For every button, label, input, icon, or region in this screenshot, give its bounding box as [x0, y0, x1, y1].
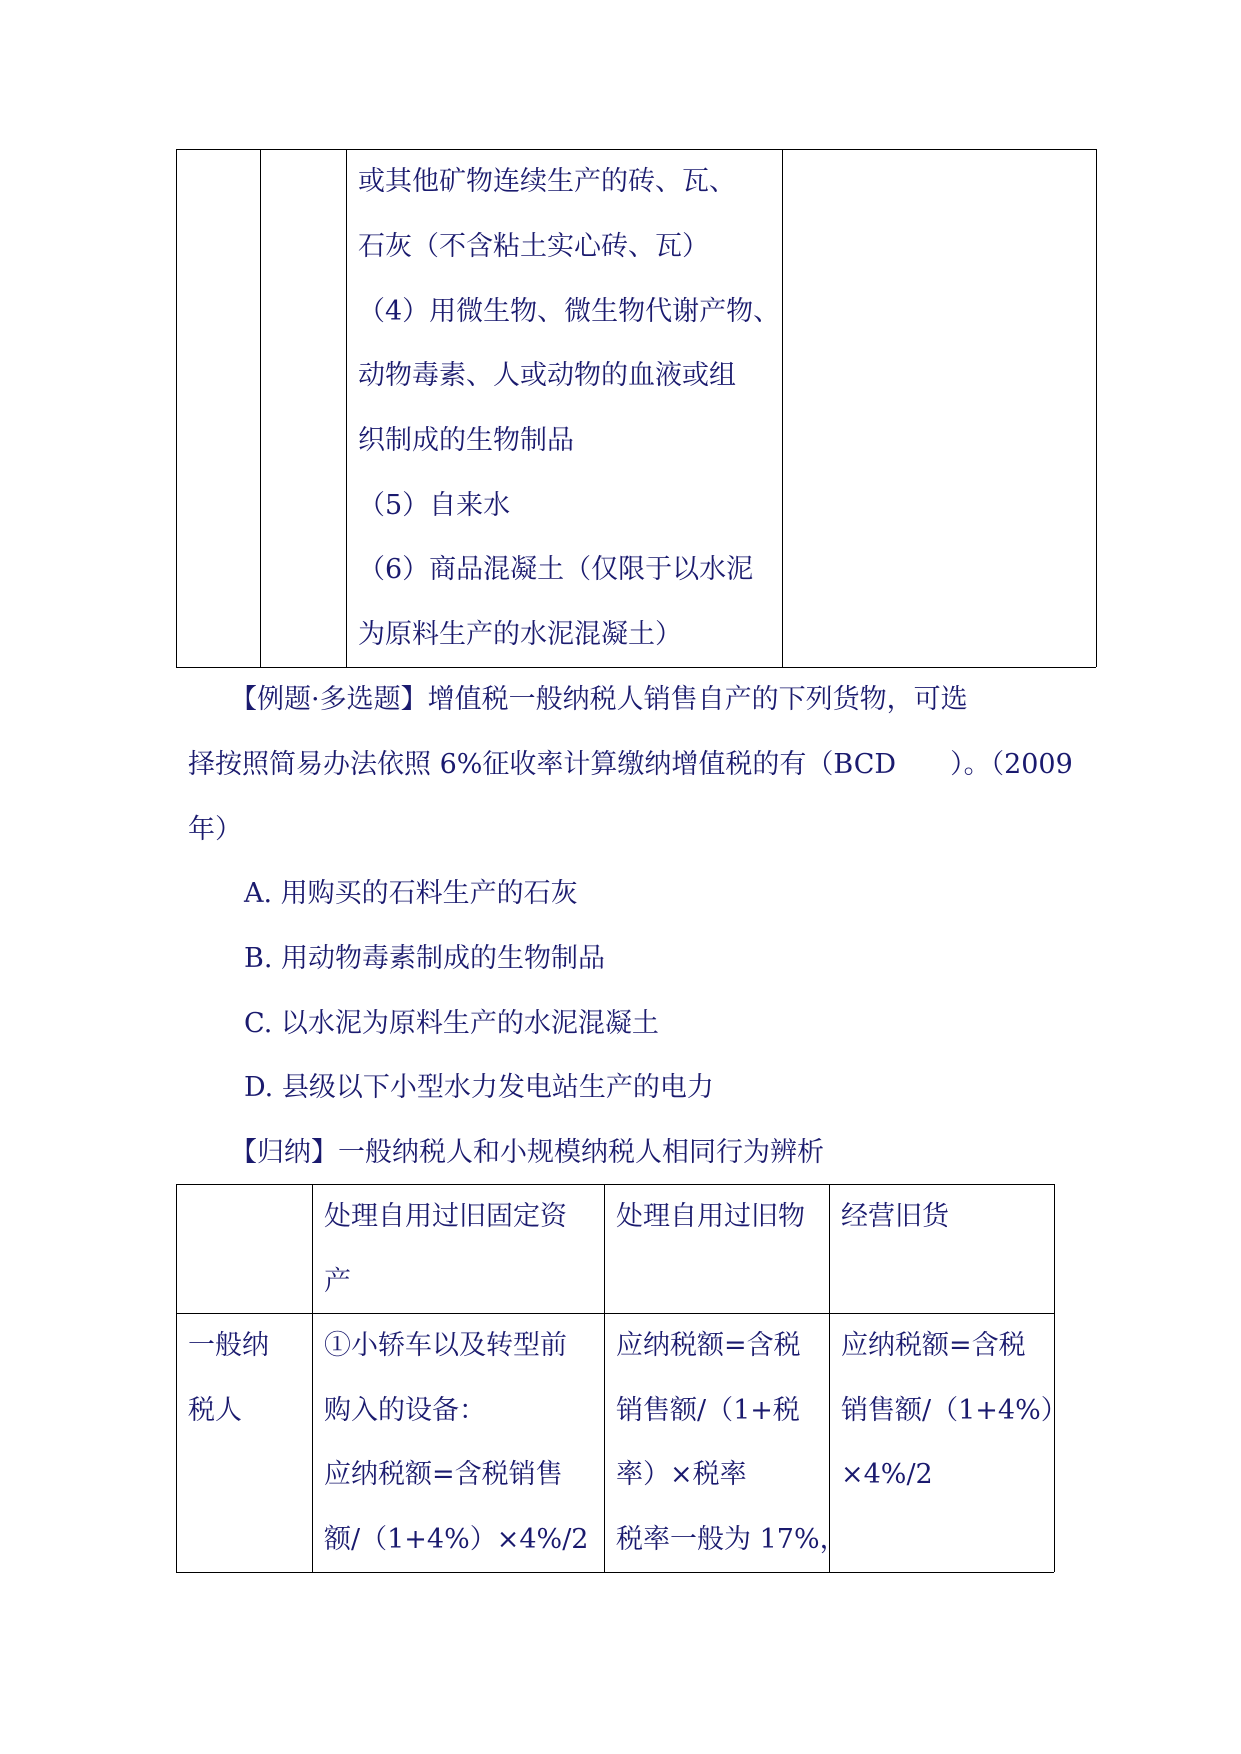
table-border-top [176, 1184, 1054, 1185]
cell-fixed-assets: 购入的设备： [324, 1395, 486, 1426]
table-row-divider [176, 1313, 1054, 1314]
table-border-top [176, 149, 1096, 150]
table-border-right [1096, 149, 1097, 667]
cell-used-goods: 税率一般为 17%， [616, 1524, 847, 1555]
table-col-divider [604, 1184, 605, 1572]
table-text-line: 织制成的生物制品 [358, 425, 574, 456]
table-text-line: 为原料生产的水泥混凝土） [358, 619, 682, 650]
header-used-goods: 处理自用过旧物 [616, 1201, 805, 1232]
option-c: C. 以水泥为原料生产的水泥混凝土 [244, 1008, 659, 1039]
question-stem: 年） [188, 814, 242, 845]
table-col-divider [260, 149, 261, 667]
row-label: 税人 [188, 1395, 242, 1426]
cell-fixed-assets: 额/（1+4%）×4%/2 [324, 1524, 589, 1555]
table-border-bottom [176, 667, 1096, 668]
cell-second-hand: ×4%/2 [841, 1459, 933, 1490]
question-stem: 择按照简易办法依照 6%征收率计算缴纳增值税的有（BCD ）。（2009 [188, 749, 1073, 780]
table-col-divider [346, 149, 347, 667]
table-border-right [1054, 1184, 1055, 1572]
cell-second-hand: 销售额/（1+4%） [841, 1395, 1068, 1426]
header-fixed-assets: 处理自用过旧固定资 [324, 1201, 567, 1232]
table-border-bottom [176, 1572, 1054, 1573]
cell-second-hand: 应纳税额=含税 [841, 1330, 1026, 1361]
table-text-line: （4）用微生物、微生物代谢产物、 [358, 296, 781, 327]
table-text-line: （5）自来水 [358, 490, 511, 521]
option-a: A. 用购买的石料生产的石灰 [244, 878, 578, 909]
table-text-line: 动物毒素、人或动物的血液或组 [358, 360, 736, 391]
header-fixed-assets: 产 [324, 1266, 351, 1297]
table-text-line: 石灰（不含粘土实心砖、瓦） [358, 231, 709, 262]
question-stem: 【例题·多选题】增值税一般纳税人销售自产的下列货物，可选 [230, 684, 968, 715]
table-col-divider [782, 149, 783, 667]
option-b: B. 用动物毒素制成的生物制品 [244, 943, 606, 974]
table-text-line: （6）商品混凝土（仅限于以水泥 [358, 554, 754, 585]
table-text-line: 或其他矿物连续生产的砖、瓦、 [358, 166, 736, 197]
summary-title: 【归纳】一般纳税人和小规模纳税人相同行为辨析 [230, 1137, 824, 1168]
cell-used-goods: 销售额/（1+税 [616, 1395, 800, 1426]
row-label: 一般纳 [188, 1330, 269, 1361]
table-border-left [176, 1184, 177, 1572]
cell-used-goods: 应纳税额=含税 [616, 1330, 801, 1361]
table-col-divider [829, 1184, 830, 1572]
cell-used-goods: 率）×税率 [616, 1459, 747, 1490]
table-border-left [176, 149, 177, 667]
header-second-hand: 经营旧货 [841, 1201, 949, 1232]
cell-fixed-assets: ①小轿车以及转型前 [324, 1330, 567, 1361]
table-col-divider [312, 1184, 313, 1572]
option-d: D. 县级以下小型水力发电站生产的电力 [244, 1072, 714, 1103]
cell-fixed-assets: 应纳税额=含税销售 [324, 1459, 563, 1490]
